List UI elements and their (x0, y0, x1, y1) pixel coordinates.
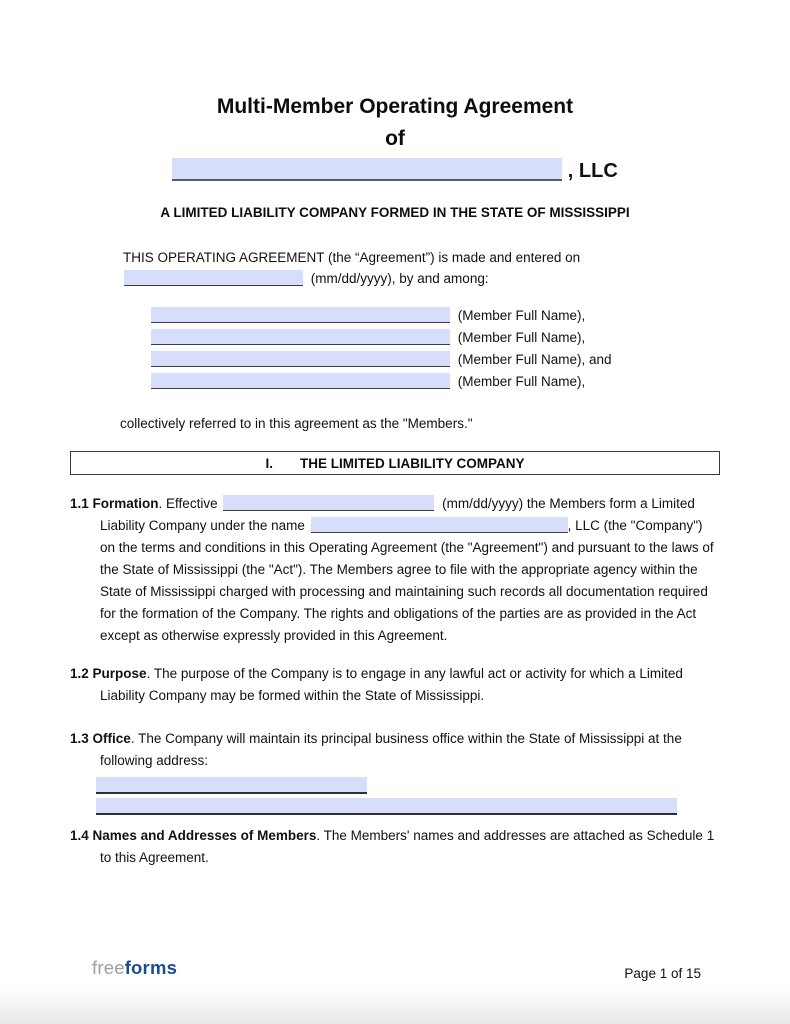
clause-number: 1.4 (70, 828, 89, 843)
section-heading-box (70, 451, 720, 475)
agreement-date-field[interactable] (124, 270, 303, 286)
collective-note: collectively referred to in this agreement as the "Members." (120, 416, 473, 431)
section-number: I. (265, 455, 273, 471)
document-title: Multi-Member Operating Agreement (216, 95, 574, 118)
preamble-text: THIS OPERATING AGREEMENT (the “Agreement”) is made and entered on (123, 250, 581, 265)
clause-text: . The purpose of the Company is to engage in any lawful act or activity for which a Limited Liability Company may be formed within the State of Mississippi. (100, 666, 683, 703)
formation-effective-date-field[interactable] (223, 495, 434, 511)
document-title-of: of (385, 127, 405, 150)
freeforms-logo (92, 957, 177, 979)
office-address-field-2[interactable] (96, 798, 677, 815)
clause-names-addresses (70, 825, 720, 869)
clause-title: Formation (92, 496, 159, 511)
clause-title: Office (92, 731, 131, 746)
office-address-fields (96, 777, 720, 815)
member-name-label: (Member Full Name), (457, 374, 586, 389)
member-list (151, 305, 720, 393)
preamble-date-format: (mm/dd/yyyy), by and among: (310, 271, 489, 286)
clause-formation (70, 493, 720, 647)
document-content (70, 0, 720, 869)
clause-title: Names and Addresses of Members (92, 828, 317, 843)
member-name-label: (Member Full Name), and (457, 352, 612, 367)
page-number-indicator: Page 1 of 15 (624, 966, 701, 981)
member-name-field-4[interactable] (151, 373, 450, 389)
member-name-label: (Member Full Name), (457, 308, 586, 323)
clause-text: , LLC (the "Company") on the terms and conditions in this Operating Agreement (the "Agreement") and pursuant to the laws of the State of Mississippi (the "Act"). The Members agree to file with the appropriate agency within the State of Mississippi charged with processing and maintaining such records all documentation required for the formation of the Company. The rights and obligations of the parties are as provided in the Act except as otherwise expressly provided in this Agreement. (100, 518, 714, 643)
clause-purpose (70, 663, 720, 707)
clause-office (70, 728, 720, 772)
member-row (151, 327, 720, 349)
document-subtitle: A LIMITED LIABILITY COMPANY FORMED IN THE STATE OF MISSISSIPPI (160, 205, 630, 220)
formation-company-name-field[interactable] (311, 517, 568, 533)
section-title: THE LIMITED LIABILITY COMPANY (300, 455, 525, 471)
member-name-field-3[interactable] (151, 351, 450, 367)
company-name-line (70, 158, 720, 186)
clause-number: 1.2 (70, 666, 89, 681)
office-address-field-1[interactable] (96, 777, 367, 794)
member-row (151, 305, 720, 327)
clause-text: . Effective (158, 496, 218, 511)
company-name-field[interactable] (172, 158, 562, 181)
clause-text: (mm/dd/yyyy) the Members form a Limited Liability Company under the name (100, 496, 695, 533)
logo-forms-text: forms (124, 957, 178, 978)
member-name-field-1[interactable] (151, 307, 450, 323)
clause-title: Purpose (92, 666, 147, 681)
member-row (151, 349, 720, 371)
logo-free-text: free (92, 957, 125, 978)
member-name-field-2[interactable] (151, 329, 450, 345)
clause-number: 1.1 (70, 496, 89, 511)
clause-number: 1.3 (70, 731, 89, 746)
company-suffix: , LLC (567, 160, 618, 182)
clause-text: . The Company will maintain its principal business office within the State of Mississippi at the following address: (100, 731, 682, 768)
page-bottom-edge-shadow (0, 988, 790, 1024)
clause-text: . The Members' names and addresses are attached as Schedule 1 to this Agreement. (100, 828, 715, 865)
preamble-paragraph (70, 247, 720, 289)
member-name-label: (Member Full Name), (457, 330, 586, 345)
member-row (151, 371, 720, 393)
